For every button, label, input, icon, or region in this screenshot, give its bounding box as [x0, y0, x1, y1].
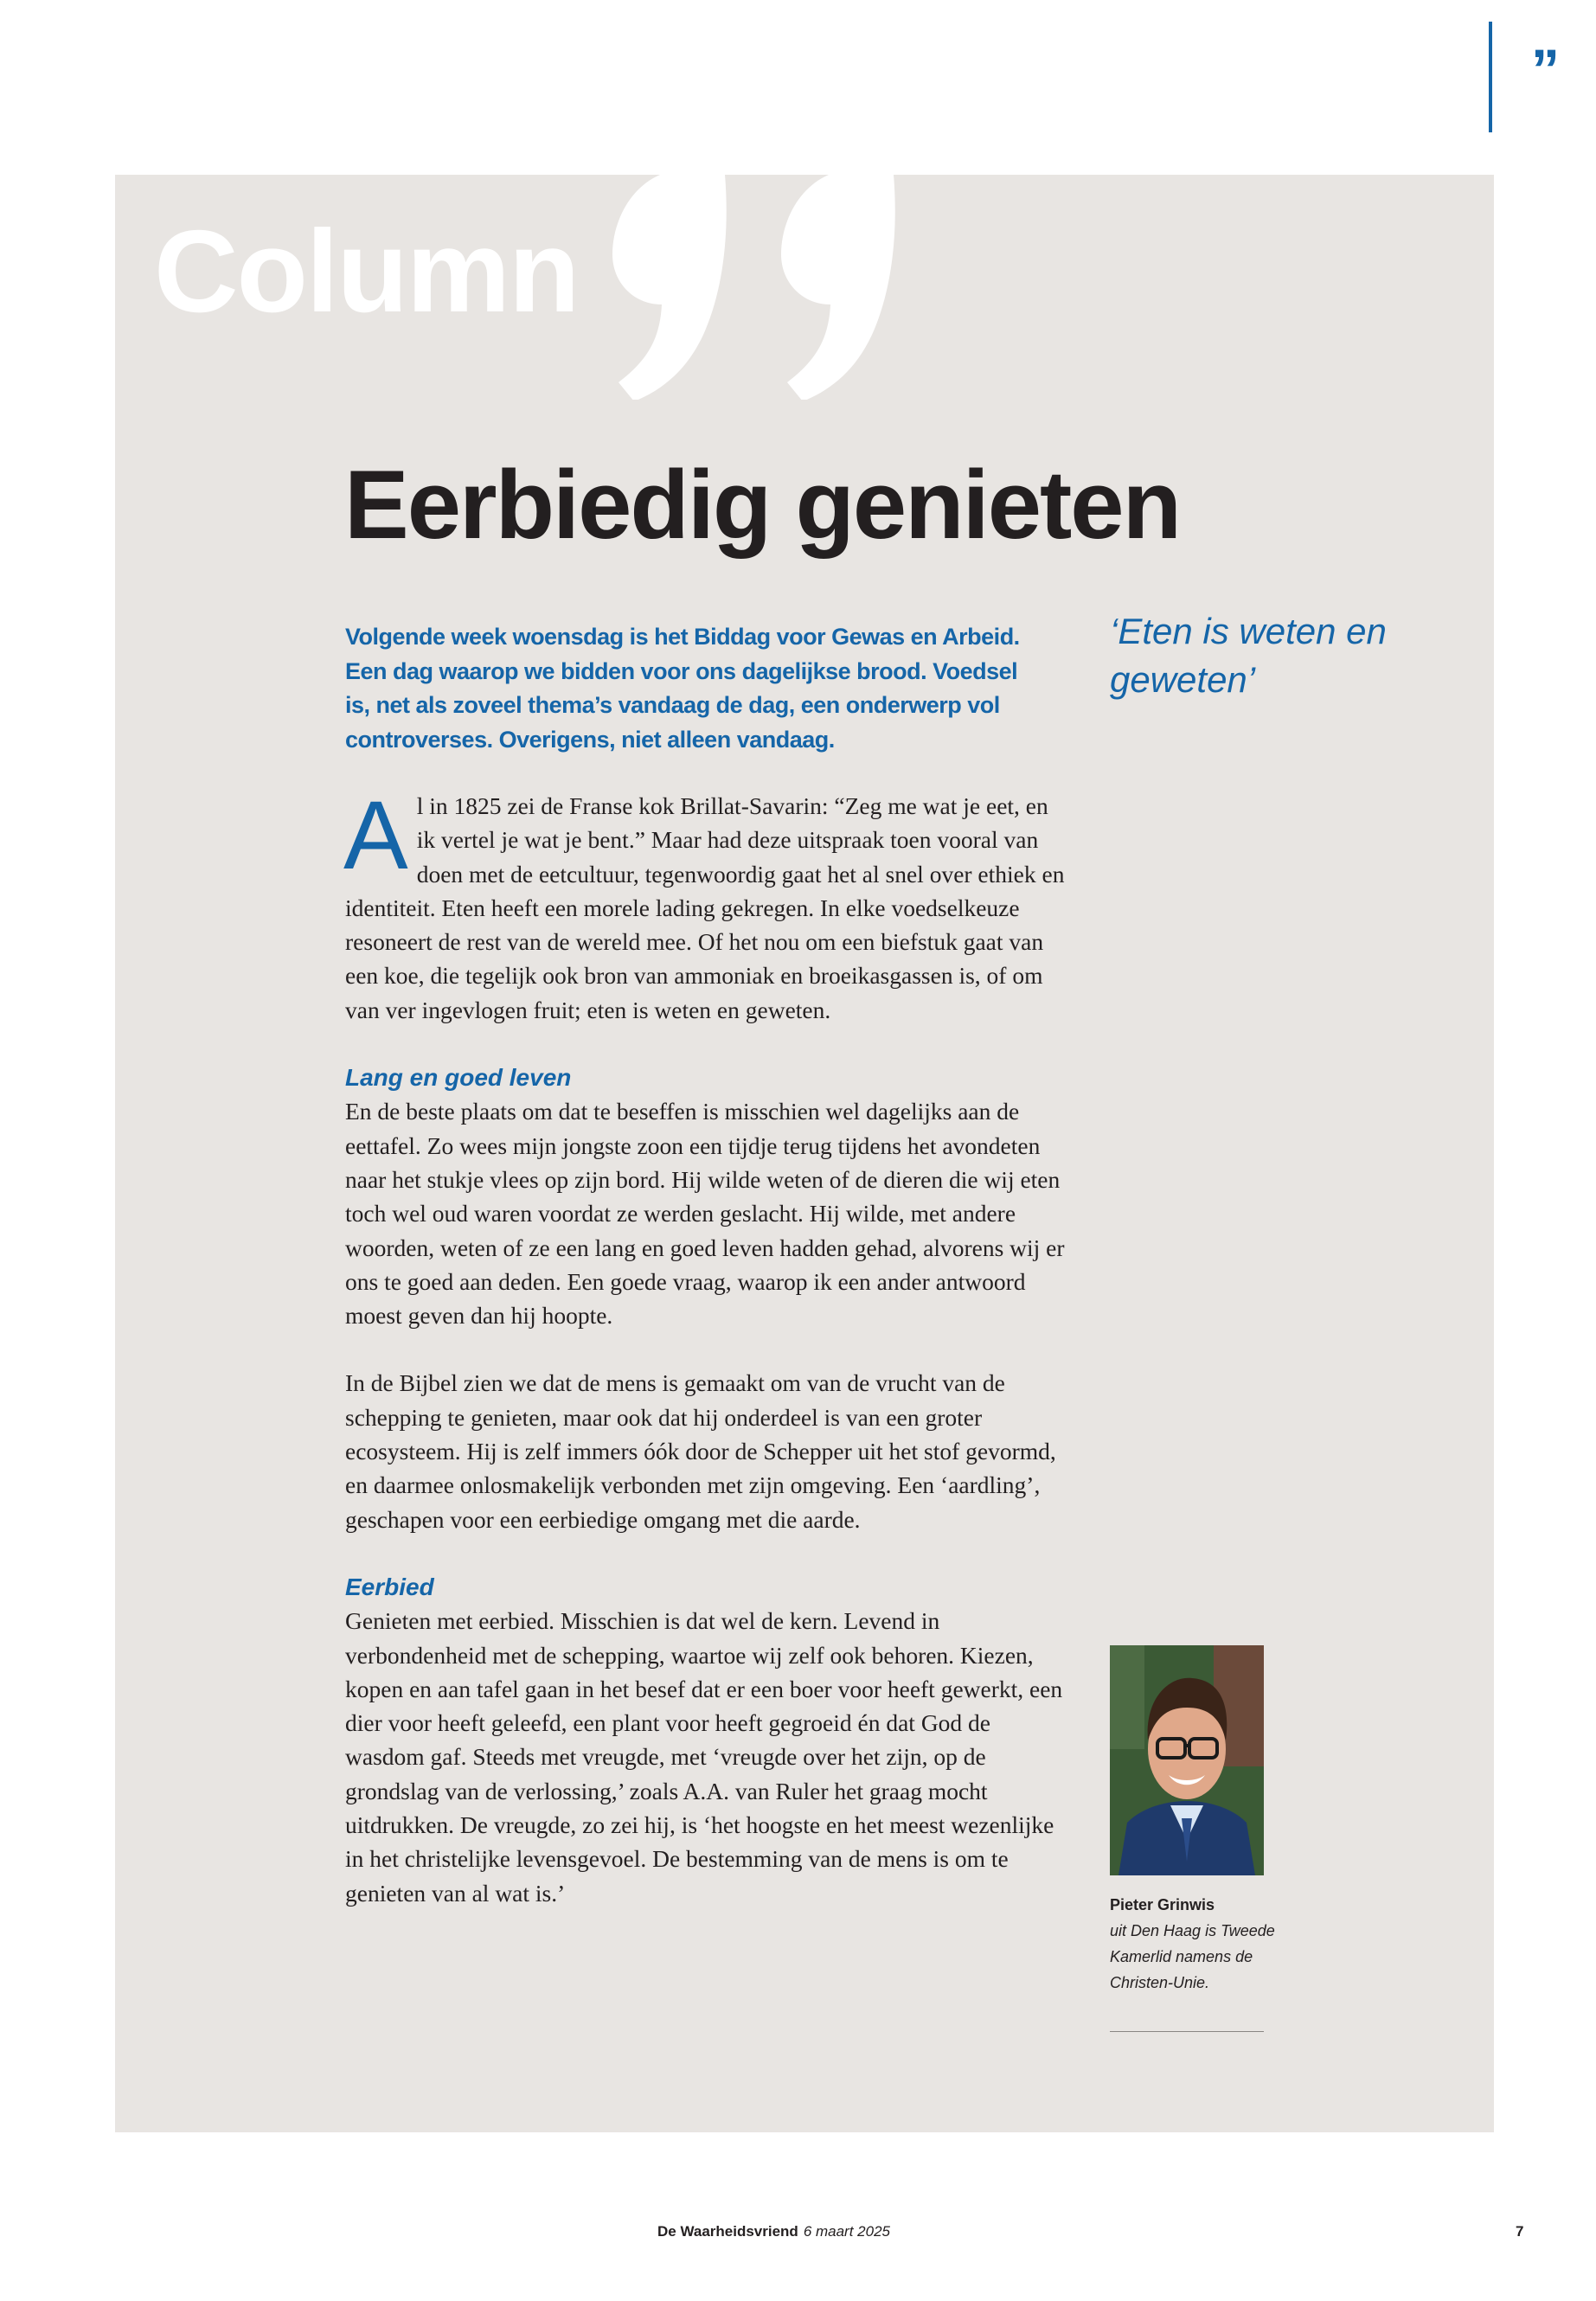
- paragraph-1-block: [343, 781, 1065, 1027]
- author-photo: [1110, 1645, 1264, 1875]
- paragraph-4: Genieten met eerbied. Misschien is dat wel de kern. Levend in verbondenheid met de schepping, waartoe wij zelf ook behoren. Kiezen, kopen en aan tafel gaan in het besef dat er een boer voor heeft gewerkt, een dier voor heeft geleefd, een plant voor heeft gegroeid én dat God de wasdom gaf. Steeds met vreugde, met ‘vreugde over het zijn, op de grondslag van de verlossing,’ zoals A.A. van Ruler het graag mocht uitdrukken. De vreugde, zo zei hij, is ‘het hoogste en het meest wezenlijke in het christelijke levensgevoel. De bestemming van de mens is om te genieten van al wat is.’: [345, 1607, 1063, 1907]
- article-intro: Volgende week woensdag is het Biddag voor Gewas en Arbeid. Een dag waarop we bidden voor ons dagelijkse brood. Voedsel is, net als zoveel thema’s vandaag de dag, een onderwerp vol controverses. Overigens, niet alleen vandaag.: [345, 624, 1020, 753]
- paragraph-2: En de beste plaats om dat te beseffen is misschien wel dagelijks aan de eettafel. Zo wees mijn jongste zoon een tijdje terug tijdens het avondeten naar het stukje vlees op zijn bord. Hij wilde weten of de dieren die wij eten toch wel oud waren voordat ze werden geslacht. Hij wilde, met andere woorden, weten of ze een lang en goed leven hadden gehad, alvorens wij er ons te goed aan deden. Een goede vraag, waarop ik een ander antwoord moest geven dan hij hoopte.: [345, 1098, 1065, 1330]
- publication-name: De Waarheidsvriend: [657, 2223, 798, 2240]
- drop-cap: A: [343, 781, 408, 889]
- article-body: [343, 781, 1065, 2132]
- column-panel: [115, 175, 1494, 2132]
- paragraph-3: In de Bijbel zien we dat de mens is gemaakt om van de vrucht van de schepping te genieten, maar ook dat hij onderdeel is van een groter ecosysteem. Hij is zelf immers óók door de Schepper uit het stof gevormd, en daarmee onlosmakelijk verbonden met zijn omgeving. Een ‘aardling’, geschapen voor een eerbiedige omgang met die aarde.: [345, 1369, 1056, 1533]
- author-name: Pieter Grinwis: [1110, 1896, 1215, 1913]
- page-footer: [657, 2219, 1003, 2245]
- header-accent-rule: [1489, 22, 1492, 132]
- publication-date: 6 maart 2025: [803, 2223, 890, 2240]
- paragraph-1: l in 1825 zei de Franse kok Brillat-Savarin: “Zeg me wat je eet, en ik vertel je wat je bent.” Maar had deze uitspraak toen vooral van doen met de eetcultuur, tegenwoordig gaat het al snel over ethiek en identiteit. Eten heeft een morele lading gekregen. In elke voedselkeuze resoneert de rest van de wereld mee. Of het nou om een biefstuk gaat van een koe, die tegelijk ook bron van ammoniak en broeikasgassen is, of om van ver ingevlogen fruit; eten is weten en geweten.: [345, 792, 1065, 1023]
- article-title: Eerbiedig genieten: [344, 451, 1180, 559]
- author-divider: [1110, 2031, 1264, 2032]
- page-number: 7: [1516, 2223, 1524, 2240]
- header-quote-icon: ”: [1531, 37, 1560, 101]
- subhead-lang-en-goed-leven: Lang en goed leven: [345, 1064, 572, 1092]
- section-label: Column: [154, 206, 579, 336]
- subhead-eerbied: Eerbied: [345, 1573, 434, 1600]
- author-description: uit Den Haag is Tweede Kamerlid namens de Christen-Unie.: [1110, 1922, 1275, 1991]
- pull-quote: ‘Eten is weten en geweten’: [1110, 611, 1387, 700]
